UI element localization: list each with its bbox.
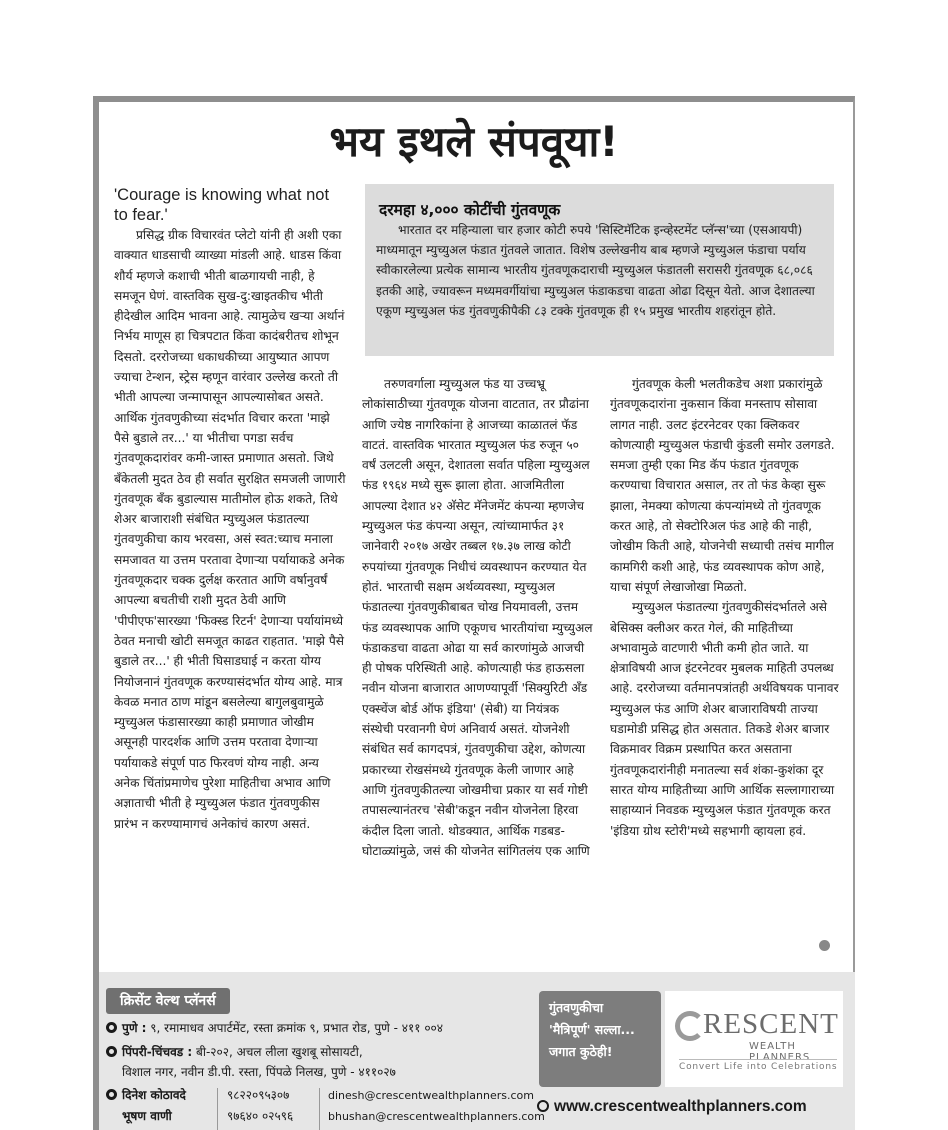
- contact-emails: [328, 1085, 545, 1127]
- divider: [217, 1088, 218, 1130]
- contact-phones: [227, 1085, 293, 1127]
- column-2-paragraph: तरुणवर्गाला म्युच्युअल फंड या उच्चभ्रू लोकांसाठीच्या गुंतवणूक योजना वाटतात, तर प्रौढांना आणि ज्येष्ठ नागरिकांना हे आजच्या काळातलं फॅड वाटतं. वास्तविक भारतात म्युच्युअल फंड रुजून ५० वर्षं उलटली असून, देशातला सर्वात पहिला म्युच्युअल फंड १९६४ मध्ये सुरू झाला होता. आजमितीला आपल्या देशात ४२ अ‍ॅसेट मॅनेजमेंट कंपन्या म्हणजेच म्युच्युअल फंड कंपन्या असून, त्यांच्यामार्फत ३१ जानेवारी २०१७ अखेर तब्बल १७.३७ लाख कोटी रुपयांच्या गुंतवणूक निधीचं व्यवस्थापन करण्यात येत होतं. भारताची सक्षम अर्थव्यवस्था, म्युच्युअल फंडातल्या गुंतवणुकीबाबत चोख नियमावली, उत्तम फंड व्यवस्थापक आणि एकूणच भारतीयांचा म्युच्युअल फंडाकडचा वाढता ओढा या सर्व कारणांमुळे आजची ही पोषक परिस्थिती आहे. कोणत्याही फंड हाऊसला नवीन योजना बाजारात आणण्यापूर्वी 'सिक्युरिटी अ‍ॅंड एक्स्चेंज बोर्ड ऑफ इंडिया' (सेबी) या नियंत्रक संस्थेची परवानगी घेणं अनिवार्य असतं. योजनेशी संबंधित सर्व कागदपत्रं, गुंतवणुकीचा उद्देश, कोणत्या प्रकारच्या रोखसंमध्ये गुंतवणूक केली जाणार आहे आणि गुंतवणुकीतल्या जोखमीचा प्रकार या सर्व गोष्टी तपासल्यानंतरच 'सेबी'कडून नवीन योजनेला हिरवा कंदील दिला जातो. थोडक्यात, आर्थिक गडबड-घोटाळ्यांमुळे, जसं की योजनेत सांगितलंय एक आणि: [362, 377, 593, 858]
- website-line: [537, 1098, 807, 1116]
- column-2: [362, 374, 594, 861]
- globe-icon: [537, 1100, 549, 1112]
- column-3-paragraph-1: गुंतवणूक केली भलतीकडेच अशा प्रकारांमुळे गुंतवणूकदारांना नुकसान किंवा मनस्ताप सोसावा लागत नाही. उलट इंटरनेटवर एका क्लिकवर कोणत्याही म्युच्युअल फंडाची कुंडली समोर उलगडते. समजा तुम्ही एका मिड कॅप फंडात गुंतवणूक करण्याचा विचारात असाल, तर तो फंड केव्हा सुरू झाला, नेमक्या कोणत्या कंपन्यांमध्ये तो गुंतवणूक करत आहे, तो सेक्टोरिअल फंड आहे की नाही, जोखीम किती आहे, योजनेची सध्याची तसंच मागील कामगिरी कशी आहे, फंड व्यवस्थापक कोण आहे, याचा संपूर्ण लेखाजोखा मिळतो.: [610, 377, 835, 594]
- location-pin-icon: [106, 1046, 117, 1057]
- column-1: [114, 225, 346, 834]
- column-3: [610, 374, 842, 841]
- pcmc-label: पिंपरी-चिंचवड :: [122, 1045, 193, 1059]
- person1-name: दिनेश कोठावदे: [122, 1088, 186, 1102]
- pcmc-address-1: बी-२०२, अचल लीला खुशबू सोसायटी,: [195, 1045, 363, 1059]
- crescent-logo: [665, 991, 843, 1087]
- tagline-line-3: जगात कुठेही!: [549, 1044, 613, 1059]
- column-1-paragraph: प्रसिद्ध ग्रीक विचारवंत प्लेटो यांनी ही अशी एका वाक्यात धाडसाची व्याख्या मांडली आहे. धाडस किंवा शौर्य म्हणजे कशाची भीती बाळगायची नाही, हे समजून घेणं. वास्तविक सुख-दु:खाइतकीच भीती हीदेखील आदिम भावना आहे. त्यामुळेच खऱ्या अर्थानं निर्भय माणूस हा चित्रपटात किंवा कादंबरीतच शोभून दिसतो. दररोजच्या धकाधकीच्या आयुष्यात आपण ज्याचा टेन्शन, स्ट्रेस म्हणून वारंवार उल्लेख करतो ती भीती आपल्या जन्मापासून आपल्यासोबत असते. आर्थिक गुंतवणुकीच्या संदर्भात विचार करता 'माझे पैसे बुडाले तर...' या भीतीचा पगडा सर्वच गुंतवणूकदारांवर कमी-जास्त प्रमाणात असतो. जिथे बँकेतली मुदत ठेव ही सर्वात सुरक्षित समजली जाणारी गुंतवणूक बँक बुडाल्यास मातीमोल होऊ शकते, तिथे शेअर बाजाराशी संबंधित म्युच्युअल फंडातल्या गुंतवणुकीचा काय भरवसा, असं स्वत:च्याच मनाला समजावत या उत्तम परतावा देणाऱ्या पर्यायाकडे अनेक गुंतवणूकदार चक्क दुर्लक्ष करतात आणि वर्षानुवर्षं आपल्या बचतीची राशी मुदत ठेवी आणि 'पीपीएफ'सारख्या 'फिक्स्ड रिटर्न' देणाऱ्या पर्यायांमध्ये ठेवत मनाची खोटी समजूत काढत राहतात. 'माझे पैसे बुडाले तर...' ही भीती घिसाडघाई न करता योग्य नियोजनानं गुंतवणूक करण्यासंदर्भात योग्य आहे. मात्र केवळ मनात ठाण मांडून बसलेल्या बागुलबुवामुळे म्युच्युअल फंडासारख्या काही प्रमाणात जोखीम असूनही पारदर्शक आणि उत्तम परतावा देणाऱ्या पर्यायाकडे संपूर्ण पाठ फिरवणं योग्य नाही. अन्य अनेक चिंतांप्रमाणेच पुरेशा माहितीचा अभाव आणि अज्ञाताची भीती हे म्युच्युअल फंडात गुंतवणुकीस प्रारंभ न करण्यामागचं अनेकांचं कारण असतं.: [114, 228, 346, 831]
- person1-email[interactable]: dinesh@crescentwealthplanners.com: [328, 1089, 534, 1102]
- person2-email[interactable]: bhushan@crescentwealthplanners.com: [328, 1110, 545, 1123]
- pcmc-address-2: विशाल नगर, नवीन डी.पी. रस्ता, पिंपळे निलख, पुणे - ४११०२७: [122, 1065, 396, 1079]
- contact-names: [106, 1085, 186, 1127]
- sidebar-box: [365, 184, 834, 356]
- article-headline: भय इथले संपवूया!: [329, 117, 619, 166]
- tagline-box: [539, 991, 661, 1087]
- logo-word: RESCENT: [703, 1008, 839, 1040]
- opening-quote: 'Courage is knowing what not to fear.': [114, 186, 330, 224]
- sidebar-box-paragraph: भारतात दर महिन्याला चार हजार कोटी रुपये 'सिस्टिमॅटिक इन्व्हेस्टमेंट प्लॅन्स'च्या (एसआयपी) माध्यमातून म्युच्युअल फंडात गुंतवले जातात. विशेष उल्लेखनीय बाब म्हणजे म्युच्युअल फंडाचा पर्याय स्वीकारलेल्या प्रत्येक सामान्य भारतीय गुंतवणूकदाराची म्युच्युअल फंडातली सरासरी गुंतवणूक ६८,०८६ इतकी आहे, ज्यावरून मध्यमवर्गीयांचा म्युच्युअल फंडाकडचा वाढता ओढा दिसून येतो. आज देशातल्या एकूण म्युच्युअल फंड गुंतवणुकीपैकी ८३ टक्के गुंतवणूक ही १५ प्रमुख भारतीय शहरांतून होते.: [376, 223, 815, 318]
- location-pin-icon: [106, 1022, 117, 1033]
- logo-c-icon: [675, 1011, 705, 1041]
- tagline-line-1: गुंतवणुकीचा: [549, 1000, 604, 1015]
- phone-icon: [106, 1089, 117, 1100]
- sidebar-box-text: [376, 220, 825, 321]
- person2-name: भूषण वाणी: [122, 1109, 172, 1123]
- person2-phone: ९७६४० ०२५९६: [227, 1109, 294, 1123]
- column-3-paragraph-2: म्युच्युअल फंडातल्या गुंतवणुकीसंदर्भातले असे बेसिक्स क्लीअर करत गेलं, की माहितीच्या अभावामुळे वाटणारी भीती कमी होत जाते. या क्षेत्राविषयी आज इंटरनेटवर मुबलक माहिती उपलब्ध आहे. दररोजच्या वर्तमानपत्रांतही अर्थविषयक पानावर म्युच्युअल फंड आणि शेअर बाजाराविषयी ताज्या घडामोडी प्रसिद्ध होत असतात. तिकडे शेअर बाजार विक्रमावर विक्रम प्रस्थापित करत असताना गुंतवणूकदारांनीही मनातल्या सर्व शंका-कुशंका दूर सारत योग्य माहितीच्या आणि आर्थिक सल्लागाराच्या साहाय्यानं निवडक म्युच्युअल फंडात गुंतवणूक करत 'इंडिया ग्रोथ स्टोरी'मध्ये सहभागी व्हायला हवं.: [610, 600, 839, 838]
- person1-phone: ९८२२०९५३०७: [227, 1088, 290, 1102]
- divider: [319, 1088, 320, 1130]
- logo-subtitle: WEALTH PLANNERS: [749, 1041, 811, 1063]
- tagline-line-2: 'मैत्रिपूर्ण' सल्ला...: [549, 1022, 635, 1037]
- pcmc-address-line: [106, 1042, 363, 1062]
- pune-address: ९, रमामाधव अपार्टमेंट, रस्ता क्रमांक ९, प्रभात रोड, पुणे - ४११ ००४: [150, 1021, 444, 1035]
- sidebar-box-title: दरमहा ४,००० कोटींची गुंतवणूक: [379, 201, 561, 219]
- logo-tagline: Convert Life into Celebrations: [679, 1059, 837, 1072]
- end-bullet-icon: [819, 940, 830, 951]
- advertisement-footer: [99, 972, 855, 1130]
- pune-label: पुणे :: [122, 1021, 147, 1035]
- company-label: क्रिसेंट वेल्थ प्लॅनर्स: [106, 988, 230, 1014]
- website-link[interactable]: www.crescentwealthplanners.com: [554, 1098, 807, 1115]
- pune-address-line: [106, 1018, 443, 1038]
